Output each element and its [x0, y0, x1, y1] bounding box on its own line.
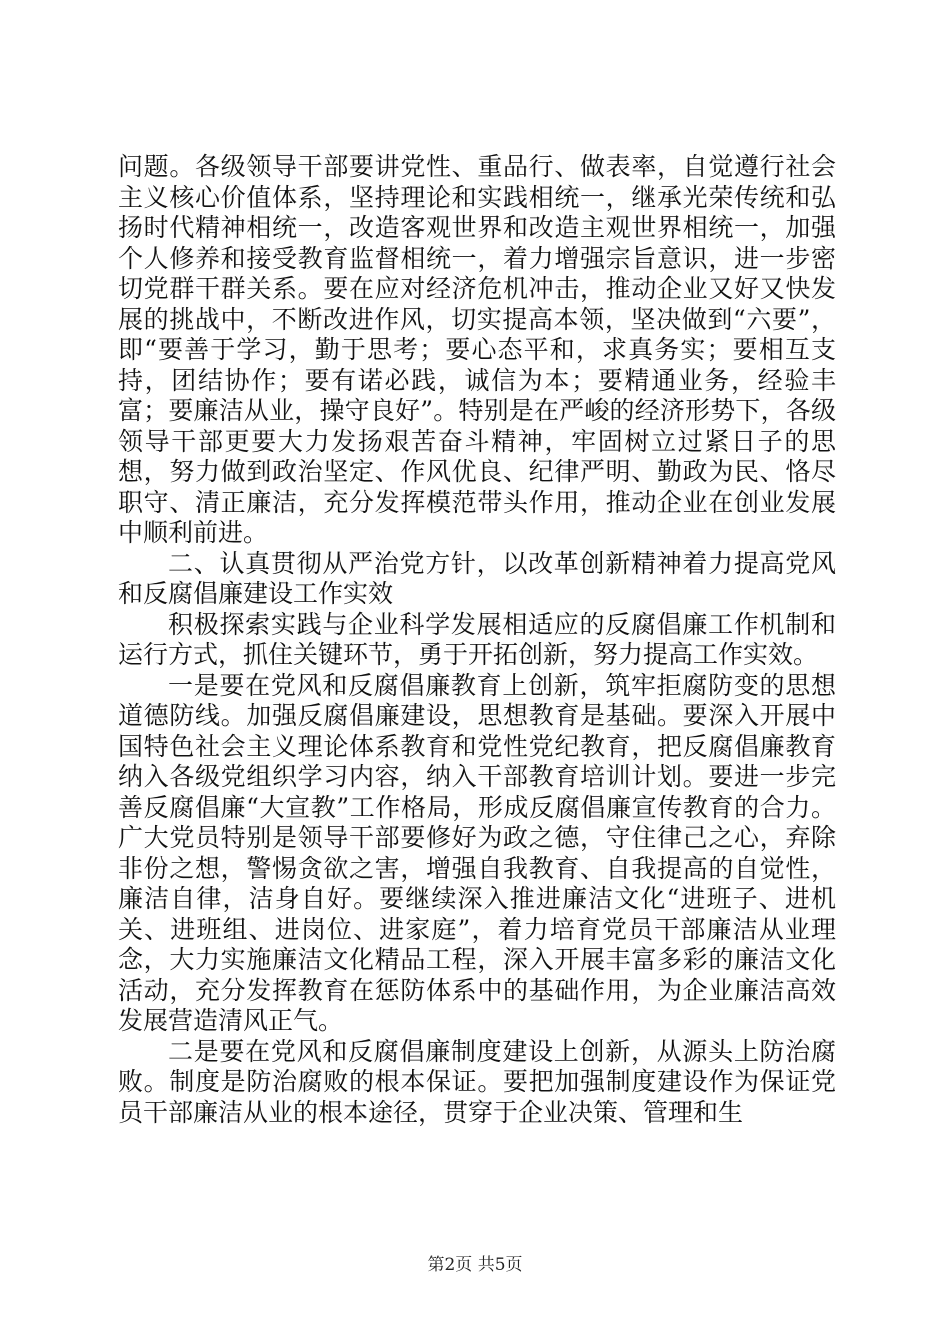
- page-number-footer: 第2页 共5页: [427, 1255, 523, 1275]
- paragraph-intro: 积极探索实践与企业科学发展相适应的反腐倡廉工作机制和运行方式，抓住关键环节，勇于开拓创新，努力提高工作实效。: [118, 609, 836, 669]
- paragraph-continued: 问题。各级领导干部要讲党性、重品行、做表率，自觉遵行社会主义核心价值体系，坚持理论和实践相统一，继承光荣传统和弘扬时代精神相统一，改造客观世界和改造主观世界相统一，加强个人修养和接受教育监督相统一，着力增强宗旨意识，进一步密切党群干群关系。要在应对经济危机冲击，推动企业又好又快发展的挑战中，不断改进作风，切实提高本领，坚决做到“六要”，即“要善于学习，勤于思考；要心态平和，求真务实；要相互支持，团结协作；要有诺必践，诚信为本；要精通业务，经验丰富；要廉洁从业，操守良好”。特别是在严峻的经济形势下，各级领导干部更要大力发扬艰苦奋斗精神，牢固树立过紧日子的思想，努力做到政治坚定、作风优良、纪律严明、勤政为民、恪尽职守、清正廉洁，充分发挥模范带头作用，推动企业在创业发展中顺利前进。: [118, 152, 836, 547]
- paragraph-point-one: 一是要在党风和反腐倡廉教育上创新，筑牢拒腐防变的思想道德防线。加强反腐倡廉建设，思想教育是基础。要深入开展中国特色社会主义理论体系教育和党性党纪教育，把反腐倡廉教育纳入各级党组织学习内容，纳入干部教育培训计划。要进一步完善反腐倡廉“大宣教”工作格局，形成反腐倡廉宣传教育的合力。广大党员特别是领导干部要修好为政之德，守住律己之心，弃除非份之想，警惕贪欲之害，增强自我教育、自我提高的自觉性，廉洁自律，洁身自好。要继续深入推进廉洁文化“进班子、进机关、进班组、进岗位、进家庭”，着力培育党员干部廉洁从业理念，大力实施廉洁文化精品工程，深入开展丰富多彩的廉洁文化活动，充分发挥教育在惩防体系中的基础作用，为企业廉洁高效发展营造清风正气。: [118, 670, 836, 1035]
- paragraph-point-two: 二是要在党风和反腐倡廉制度建设上创新，从源头上防治腐败。制度是防治腐败的根本保证。要把加强制度建设作为保证党员干部廉洁从业的根本途径，贯穿于企业决策、管理和生: [118, 1036, 836, 1127]
- document-body: [118, 152, 836, 1128]
- section-heading: 二、认真贯彻从严治党方针，以改革创新精神着力提高党风和反腐倡廉建设工作实效: [118, 548, 836, 608]
